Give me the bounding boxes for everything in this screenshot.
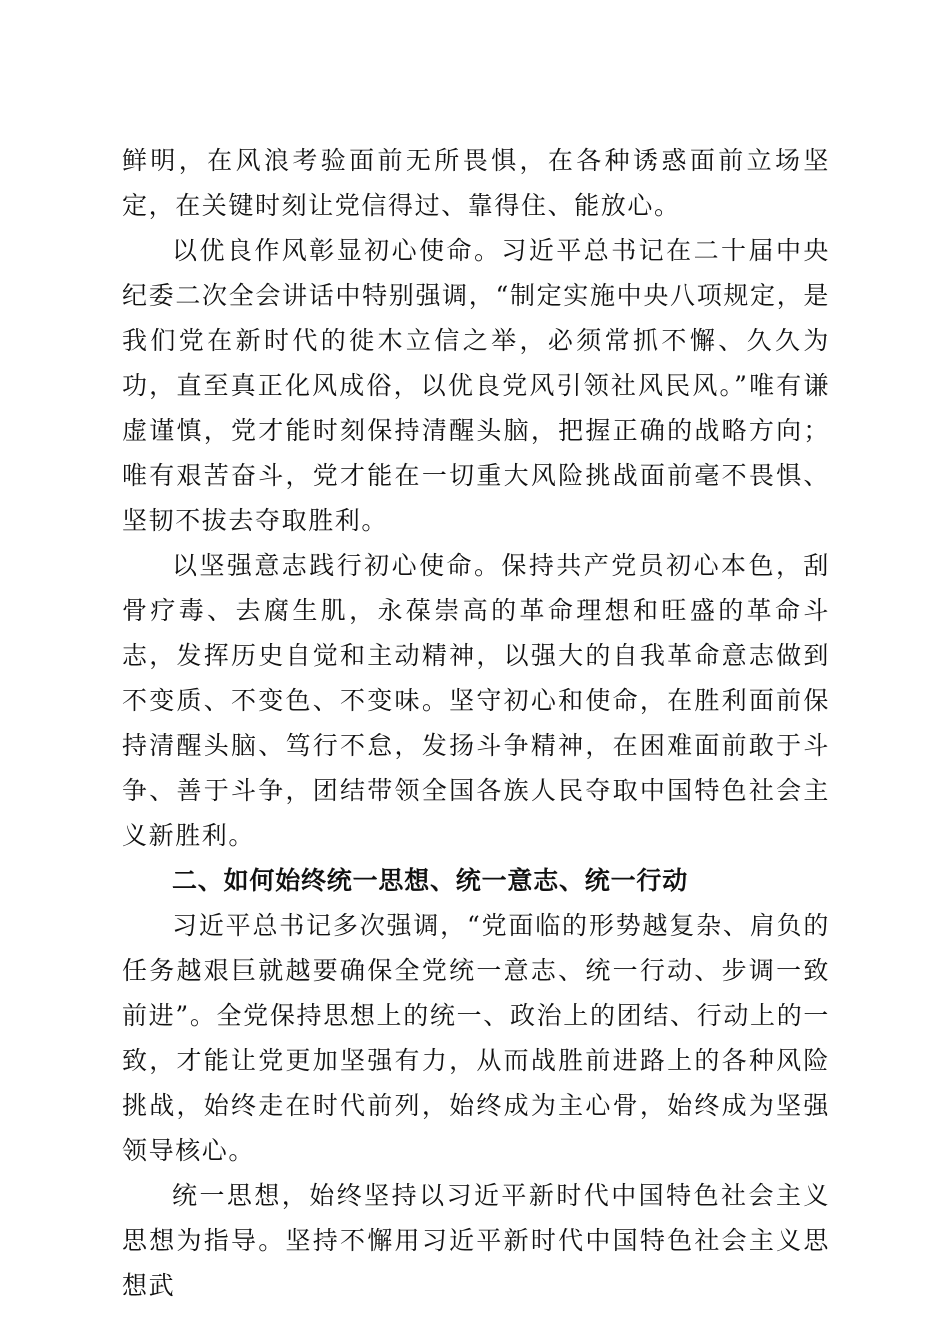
paragraph-continuation: 鲜明，在风浪考验面前无所畏惧，在各种诱惑面前立场坚定，在关键时刻让党信得过、靠得住、能放心。 [122,146,830,220]
document-body [122,138,830,1308]
section-heading: 二、如何始终统一思想、统一意志、统一行动 [172,866,689,895]
paragraph-fine-style: 以优良作风彰显初心使命。习近平总书记在二十届中央纪委二次全会讲话中特别强调，“制定实施中央八项规定，是我们党在新时代的徙木立信之举，必须常抓不懈、久久为功，直至真正化风成俗，以优良党风引领社风民风。”唯有谦虚谨慎，党才能时刻保持清醒头脑，把握正确的战略方向；唯有艰苦奋斗，党才能在一切重大风险挑战面前毫不畏惧、坚韧不拔去夺取胜利。 [122,236,830,535]
paragraph-strong-will: 以坚强意志践行初心使命。保持共产党员初心本色，刮骨疗毒、去腐生肌，永葆崇高的革命理想和旺盛的革命斗志，发挥历史自觉和主动精神，以强大的自我革命意志做到不变质、不变色、不变味。坚守初心和使命，在胜利面前保持清醒头脑、笃行不怠，发扬斗争精神，在困难面前敢于斗争、善于斗争，团结带领全国各族人民夺取中国特色社会主义新胜利。 [122,551,830,850]
paragraph-unity-quote: 习近平总书记多次强调，“党面临的形势越复杂、肩负的任务越艰巨就越要确保全党统一意志、统一行动、步调一致前进”。全党保持思想上的统一、政治上的团结、行动上的一致，才能让党更加坚强有力，从而战胜前进路上的各种风险挑战，始终走在时代前列，始终成为主心骨，始终成为坚强领导核心。 [122,911,830,1165]
paragraph-unify-thought: 统一思想，始终坚持以习近平新时代中国特色社会主义思想为指导。坚持不懈用习近平新时代中国特色社会主义思想武 [122,1181,830,1300]
